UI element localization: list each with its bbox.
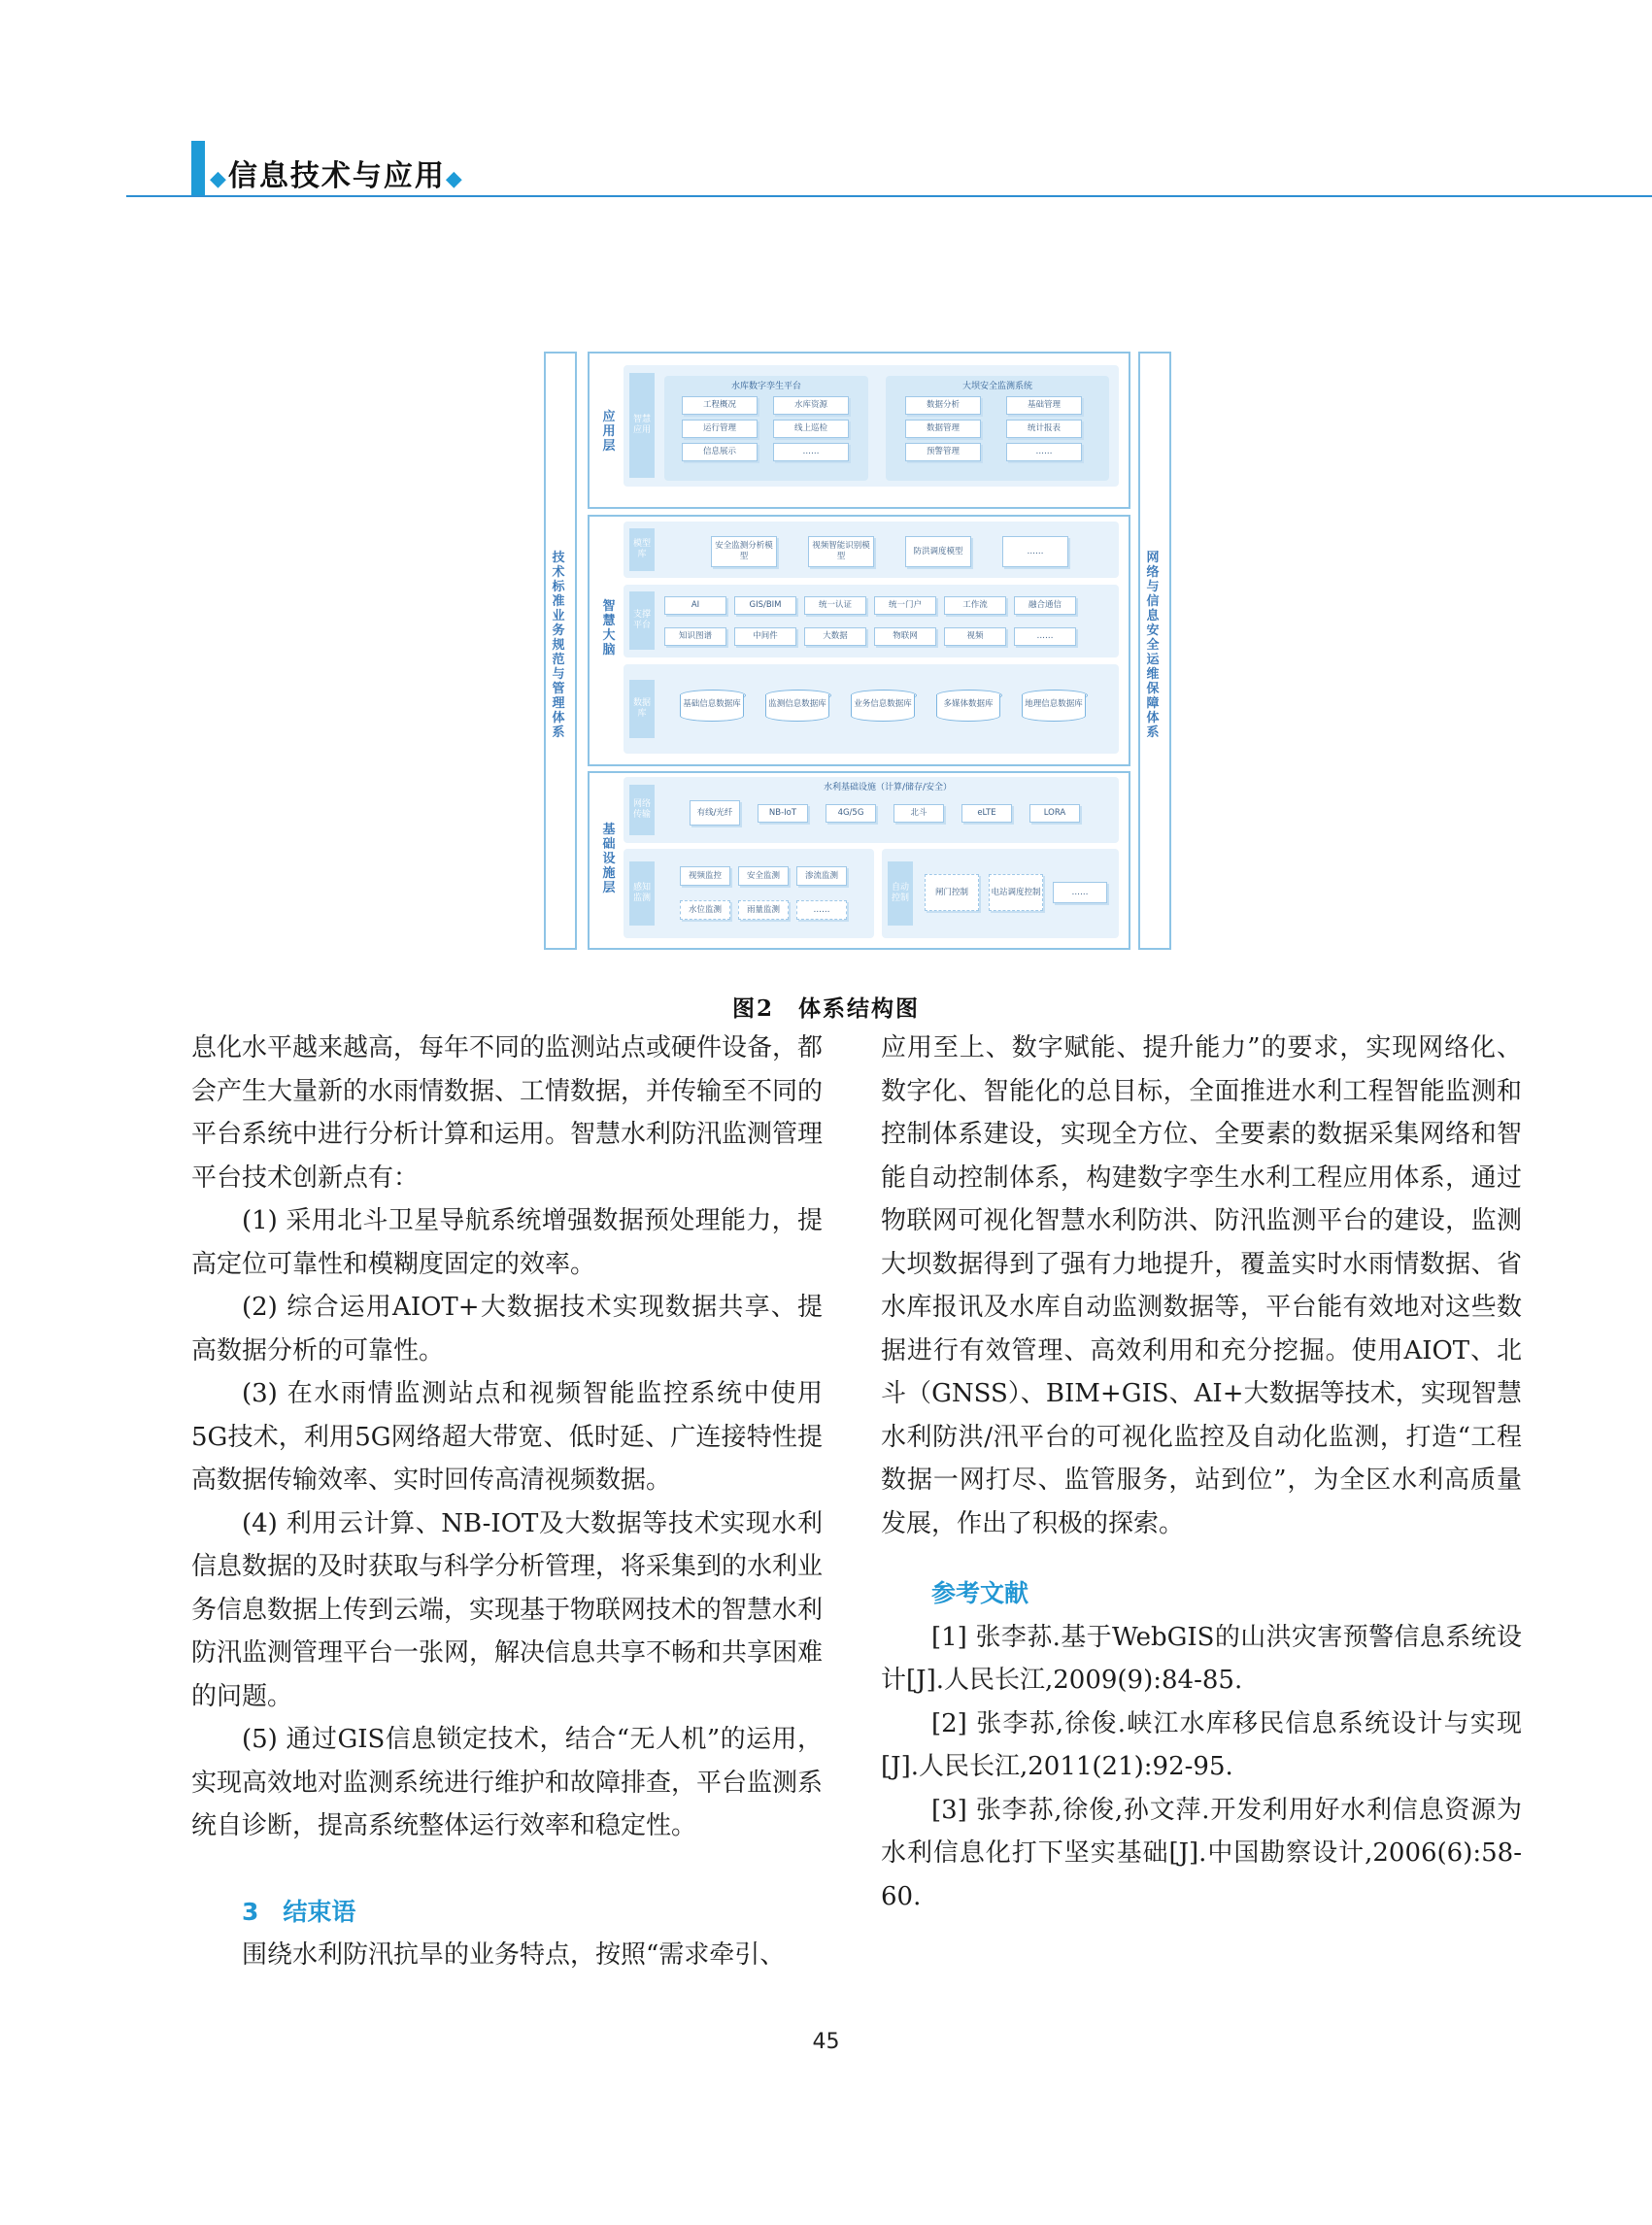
database-item: 多媒体数据库 bbox=[936, 694, 1000, 722]
paragraph: (2) 综合运用AIOT+大数据技术实现数据共享、提高数据分析的可靠性。 bbox=[191, 1293, 823, 1365]
app-item: 预警管理 bbox=[905, 443, 981, 461]
network-item: 北斗 bbox=[893, 804, 944, 823]
model-item: 视频智能识别模型 bbox=[808, 536, 874, 567]
network-title: 水利基础设施（计算/储存/安全） bbox=[823, 783, 953, 792]
perception-item: 水位监测 bbox=[680, 900, 730, 920]
diamond-icon: ◆ bbox=[210, 167, 228, 191]
database-icon bbox=[936, 690, 1002, 726]
app-item: 水库资源 bbox=[773, 396, 849, 415]
app-item: 线上巡检 bbox=[773, 420, 849, 438]
left-column bbox=[191, 1027, 823, 1977]
right-side-label: 网络与信息安全运维保障体系 bbox=[1146, 551, 1160, 740]
control-sub-label: 自动控制 bbox=[888, 861, 913, 926]
database-sub-label: 数据库 bbox=[629, 680, 655, 738]
perception-sub-label: 感知监测 bbox=[629, 861, 655, 926]
model-item: 防洪调度模型 bbox=[905, 536, 971, 567]
model-sub-label: 模型库 bbox=[629, 528, 655, 571]
support-item: 统一门户 bbox=[874, 596, 936, 615]
right-column bbox=[881, 1027, 1522, 1918]
figure-caption: 图2 体系结构图 bbox=[731, 995, 920, 1022]
perception-item: …… bbox=[796, 900, 847, 920]
paragraph: 应用至上、数字赋能、提升能力”的要求，实现网络化、数字化、智能化的总目标，全面推进水利工程智能监测和控制体系建设，实现全方位、全要素的数据采集网络和智能自动控制体系，构建数字孪生水利工程应用体系，通过物联网可视化智慧水利防洪、防汛监测平台的建设，监测大坝数据得到了强有力地提升，覆盖实时水雨情数据、省水库报讯及水库自动监测数据等，平台能有效地对这些数据进行有效管理、高效利用和充分挖掘。使用AIOT、北斗（GNSS）、BIM+GIS、AI+大数据等技术，实现智慧水利防洪/汛平台的可视化监控及自动化监测，打造“工程数据一网打尽、监管服务，站到位”，为全区水利高质量发展，作出了积极的探索。 bbox=[881, 1033, 1522, 1538]
database-item: 基础信息数据库 bbox=[680, 694, 744, 722]
perception-item: 视频监控 bbox=[680, 866, 730, 886]
support-item: 融合通信 bbox=[1014, 596, 1076, 615]
database-item: 地理信息数据库 bbox=[1022, 694, 1086, 722]
paragraph: 围绕水利防汛抗旱的业务特点，按照“需求牵引、 bbox=[242, 1940, 786, 1970]
model-item: 安全监测分析模型 bbox=[711, 536, 777, 567]
database-icon bbox=[851, 690, 917, 726]
database-item: 业务信息数据库 bbox=[851, 694, 915, 722]
infra-layer-label: 基础设施层 bbox=[602, 823, 616, 895]
dam-safety-title: 大坝安全监测系统 bbox=[961, 382, 1032, 391]
network-item: eLTE bbox=[961, 804, 1012, 823]
control-item: 电站调度控制 bbox=[989, 874, 1043, 911]
support-item: …… bbox=[1014, 627, 1076, 646]
page-number: 45 bbox=[812, 2030, 840, 2054]
brain-layer-label: 智慧大脑 bbox=[602, 599, 616, 657]
architecture-figure bbox=[544, 352, 1175, 954]
reference-item: [2] 张李荪,徐俊.峡江水库移民信息系统设计与实现[J].人民长江,2011(21):92-95. bbox=[881, 1708, 1522, 1781]
section-header-title: 信息技术与应用 bbox=[227, 159, 446, 193]
network-sub-label: 网络传输 bbox=[629, 785, 655, 835]
paragraph: 息化水平越来越高，每年不同的监测站点或硬件设备，都会产生大量新的水雨情数据、工情数据，并传输至不同的平台系统中进行分析计算和运用。智慧水利防汛监测管理平台技术创新点有： bbox=[191, 1033, 824, 1193]
diamond-icon: ◆ bbox=[445, 167, 464, 191]
app-layer-label: 应用层 bbox=[602, 410, 616, 454]
app-item: 统计报表 bbox=[1006, 420, 1082, 438]
perception-item: 渗流监测 bbox=[796, 866, 847, 886]
app-item: 基础管理 bbox=[1006, 396, 1082, 415]
perception-panel bbox=[624, 849, 874, 938]
network-item: LORA bbox=[1029, 804, 1080, 823]
app-item: 信息展示 bbox=[682, 443, 758, 461]
database-icon bbox=[765, 690, 831, 726]
database-icon bbox=[1022, 690, 1088, 726]
support-item: 统一认证 bbox=[804, 596, 866, 615]
support-item: 视频 bbox=[944, 627, 1006, 646]
support-item: 物联网 bbox=[874, 627, 936, 646]
support-item: AI bbox=[664, 596, 726, 615]
app-sub-label: 智慧应用 bbox=[629, 373, 655, 478]
network-item: 4G/5G bbox=[826, 804, 876, 823]
support-item: 工作流 bbox=[944, 596, 1006, 615]
support-sub-label: 支撑平台 bbox=[629, 591, 655, 650]
model-item: …… bbox=[1002, 536, 1068, 567]
app-item: …… bbox=[1006, 443, 1082, 461]
support-item: 大数据 bbox=[804, 627, 866, 646]
perception-item: 雨量监测 bbox=[738, 900, 789, 920]
support-item: 知识图谱 bbox=[664, 627, 726, 646]
database-item: 监测信息数据库 bbox=[765, 694, 829, 722]
app-item: 数据分析 bbox=[905, 396, 981, 415]
app-item: 数据管理 bbox=[905, 420, 981, 438]
paragraph: (3) 在水雨情监测站点和视频智能监控系统中使用5G技术，利用5G网络超大带宽、低时延、广连接特性提高数据传输效率、实时回传高清视频数据。 bbox=[191, 1379, 823, 1495]
header-rule bbox=[126, 195, 1652, 197]
app-item: …… bbox=[773, 443, 849, 461]
twin-platform-title: 水库数字孪生平台 bbox=[730, 382, 801, 391]
header-accent-bar bbox=[191, 141, 205, 195]
control-item: …… bbox=[1053, 882, 1107, 903]
section-header bbox=[210, 152, 464, 194]
paragraph: (4) 利用云计算、NB-IOT及大数据等技术实现水利信息数据的及时获取与科学分析管理，将采集到的水利业务信息数据上传到云端，实现基于物联网技术的智慧水利防汛监测管理平台一张网，解决信息共享不畅和共享困难的问题。 bbox=[191, 1508, 824, 1711]
support-item: 中间件 bbox=[734, 627, 796, 646]
control-item: 闸门控制 bbox=[925, 874, 979, 911]
paragraph: (5) 通过GIS信息锁定技术，结合“无人机”的运用，实现高效地对监测系统进行维护和故障排查，平台监测系统自诊断，提高系统整体运行效率和稳定性。 bbox=[191, 1725, 824, 1840]
perception-item: 安全监测 bbox=[738, 866, 789, 886]
network-item: 有线/光纤 bbox=[690, 800, 740, 826]
app-item: 工程概况 bbox=[682, 396, 758, 415]
reference-item: [1] 张李荪.基于WebGIS的山洪灾害预警信息系统设计[J].人民长江,2009(9):84-85. bbox=[881, 1622, 1522, 1695]
left-side-label: 技术标准业务规范与管理体系 bbox=[552, 551, 565, 740]
section-heading: 3 结束语 bbox=[242, 1897, 356, 1926]
network-item: NB-IoT bbox=[758, 804, 808, 823]
database-icon bbox=[680, 690, 746, 726]
paragraph: (1) 采用北斗卫星导航系统增强数据预处理能力，提高定位可靠性和模糊度固定的效率。 bbox=[191, 1206, 823, 1279]
app-item: 运行管理 bbox=[682, 420, 758, 438]
reference-item: [3] 张李荪,徐俊,孙文萍.开发利用好水利信息资源为水利信息化打下坚实基础[J].中国勘察设计,2006(6):58-60. bbox=[881, 1795, 1522, 1911]
references-heading: 参考文献 bbox=[931, 1579, 1029, 1607]
support-item: GIS/BIM bbox=[734, 596, 796, 615]
